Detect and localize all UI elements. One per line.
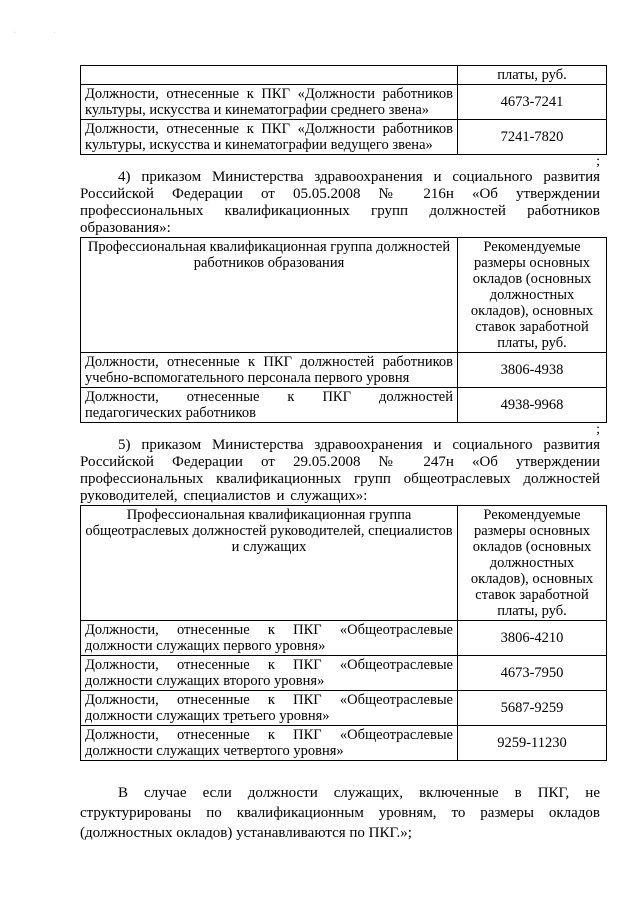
row-desc: Должности, отнесенные к ПКГ «Общеотраслевые должности служащих первого уровня» xyxy=(81,621,458,656)
table-education xyxy=(80,237,607,423)
table-header-row xyxy=(81,66,607,85)
table-row xyxy=(81,656,607,691)
table-tail-semicolon: ; xyxy=(596,154,600,169)
row-value: 3806-4938 xyxy=(458,353,607,388)
row-value: 9259-11230 xyxy=(458,726,607,761)
table-tail-semicolon: ; xyxy=(596,422,600,437)
table-general-positions xyxy=(80,505,607,761)
header-cell: платы, руб. xyxy=(458,66,607,85)
table-row xyxy=(81,120,607,155)
document-page xyxy=(80,65,600,843)
header-right: Рекомендуемые размеры основных окладов (основных должностных окладов), основных ставок заработной платы, руб. xyxy=(458,506,607,621)
table-row xyxy=(81,353,607,388)
table-row xyxy=(81,388,607,423)
row-desc: Должности, отнесенные к ПКГ должностей работников учебно-вспомогательного персонала первого уровня xyxy=(81,353,458,388)
table-culture-continued xyxy=(80,65,607,155)
row-value: 5687-9259 xyxy=(458,691,607,726)
row-desc: Должности, отнесенные к ПКГ «Общеотраслевые должности служащих третьего уровня» xyxy=(81,691,458,726)
header-left: Профессиональная квалификационная группа общеотраслевых должностей руководителей, специалистов и служащих xyxy=(81,506,458,621)
row-value: 7241-7820 xyxy=(458,120,607,155)
section-4-paragraph: 4) приказом Министерства здравоохранения и социального развития Российской Федерации от 05.05.2008 № 216н «Об утверждении профессиональных квалификационных групп должностей работников образования»: xyxy=(80,169,600,236)
header-right: Рекомендуемые размеры основных окладов (основных должностных окладов), основных ставок заработной платы, руб. xyxy=(458,238,607,353)
row-value: 3806-4210 xyxy=(458,621,607,656)
row-desc: Должности, отнесенные к ПКГ «Должности работников культуры, искусства и кинематографии среднего звена» xyxy=(81,85,458,120)
table-header-row xyxy=(81,238,607,353)
table-header-row xyxy=(81,506,607,621)
row-value: 4673-7241 xyxy=(458,85,607,120)
scan-specks: · · xyxy=(14,30,74,36)
row-value: 4938-9968 xyxy=(458,388,607,423)
row-desc: Должности, отнесенные к ПКГ «Общеотраслевые должности служащих четвертого уровня» xyxy=(81,726,458,761)
table-row xyxy=(81,85,607,120)
row-desc: Должности, отнесенные к ПКГ должностей педагогических работников xyxy=(81,388,458,423)
closing-paragraph: В случае если должности служащих, включенные в ПКГ, не структурированы по квалификационным уровням, то размеры окладов (должностных окладов) устанавливаются по ПКГ.»; xyxy=(80,785,600,841)
table-row xyxy=(81,691,607,726)
section-5-paragraph: 5) приказом Министерства здравоохранения и социального развития Российской Федерации от 29.05.2008 № 247н «Об утверждении профессиональных квалификационных групп общеотраслевых должностей руководителей, специалистов и служащих»: xyxy=(80,437,600,504)
row-desc: Должности, отнесенные к ПКГ «Общеотраслевые должности служащих второго уровня» xyxy=(81,656,458,691)
header-left: Профессиональная квалификационная группа должностей работников образования xyxy=(81,238,458,353)
row-desc: Должности, отнесенные к ПКГ «Должности работников культуры, искусства и кинематографии ведущего звена» xyxy=(81,120,458,155)
row-value: 4673-7950 xyxy=(458,656,607,691)
table-row xyxy=(81,621,607,656)
table-row xyxy=(81,726,607,761)
